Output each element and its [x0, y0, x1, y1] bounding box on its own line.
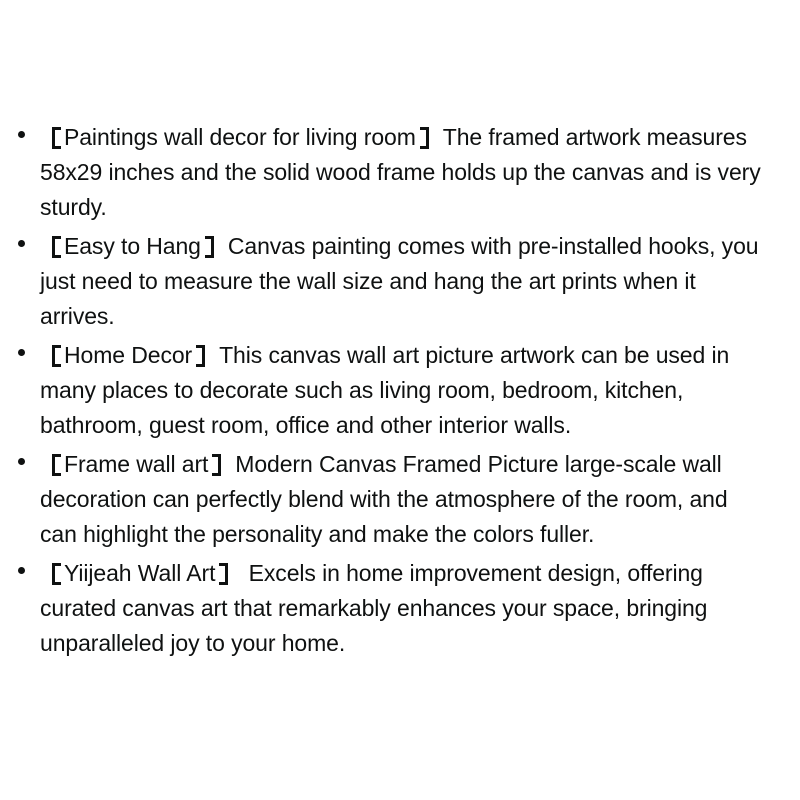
product-feature-list	[40, 120, 762, 665]
bullet-body: Excels in home improvement design, offering curated canvas art that remarkably enhances your space, bringing unparalleled joy to your home.	[40, 560, 708, 656]
bullet-dot-icon	[18, 458, 25, 465]
bracket-close-icon	[420, 127, 429, 149]
feature-bullet	[40, 120, 762, 225]
feature-bullet	[40, 338, 762, 443]
bullet-heading: Easy to Hang	[64, 233, 201, 259]
bullet-body: Canvas painting comes with pre-installed hooks, you just need to measure the wall size and hang the art prints when it arrives.	[40, 233, 759, 329]
feature-bullet	[40, 556, 762, 661]
bullet-body: The framed artwork measures 58x29 inches and the solid wood frame holds up the canvas and is very sturdy.	[40, 124, 761, 220]
feature-bullet	[40, 229, 762, 334]
bullet-dot-icon	[18, 349, 25, 356]
bullet-body: This canvas wall art picture artwork can be used in many places to decorate such as living room, bedroom, kitchen, bathroom, guest room, office and other interior walls.	[40, 342, 730, 438]
bullet-dot-icon	[18, 567, 25, 574]
bullet-heading: Frame wall art	[64, 451, 209, 477]
bullet-heading: Home Decor	[64, 342, 193, 368]
bullet-dot-icon	[18, 240, 25, 247]
bracket-close-icon	[196, 345, 205, 367]
bracket-close-icon	[212, 454, 221, 476]
bracket-open-icon	[52, 127, 61, 149]
bracket-close-icon	[205, 236, 214, 258]
bracket-open-icon	[52, 345, 61, 367]
bullet-heading: Paintings wall decor for living room	[64, 124, 416, 150]
bullet-heading: Yiijeah Wall Art	[64, 560, 216, 586]
bracket-close-icon	[219, 563, 228, 585]
bracket-open-icon	[52, 454, 61, 476]
feature-bullet	[40, 447, 762, 552]
bullet-dot-icon	[18, 131, 25, 138]
bullet-body: Modern Canvas Framed Picture large-scale wall decoration can perfectly blend with the atmosphere of the room, and can highlight the personality and make the colors fuller.	[40, 451, 728, 547]
bracket-open-icon	[52, 236, 61, 258]
bracket-open-icon	[52, 563, 61, 585]
